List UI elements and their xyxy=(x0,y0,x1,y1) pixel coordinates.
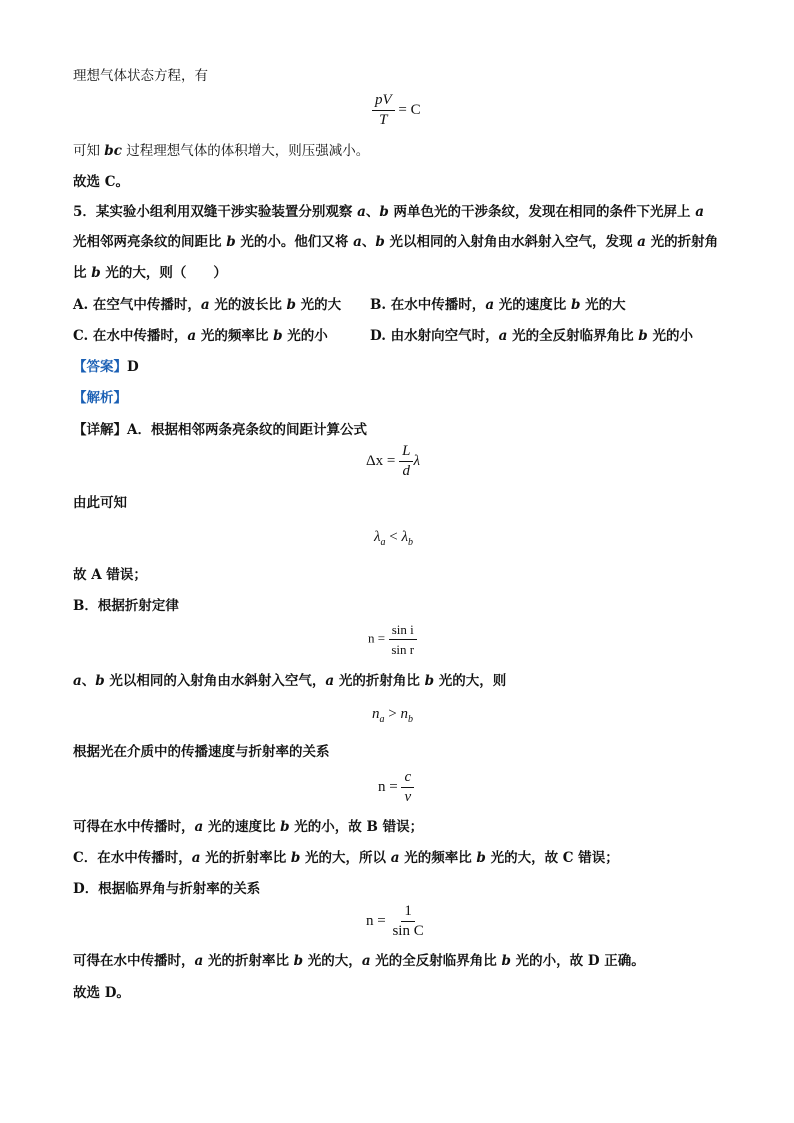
text-span: 可知 xyxy=(73,143,105,159)
text-span: 光的全反射临界角比 xyxy=(507,328,639,344)
text-span: C. 在水中传播时， xyxy=(73,328,188,344)
text-span: 光的小 xyxy=(282,328,328,344)
text-span: 【解析】 xyxy=(73,390,127,406)
formula-index-compare xyxy=(372,706,413,725)
analysis-tag xyxy=(73,389,127,407)
text-span: b xyxy=(95,673,105,689)
text-span: n = xyxy=(366,912,386,929)
text-span: 光的速度比 xyxy=(494,297,571,313)
text-span: b xyxy=(476,850,486,866)
text-span: a xyxy=(194,953,204,969)
text-span: 光的大， xyxy=(303,953,362,969)
text-span: A．根据相邻两条亮条纹的间距计算公式 xyxy=(127,422,367,438)
text-line xyxy=(73,494,127,512)
text-span: 光相邻两亮条纹的间距比 xyxy=(73,234,227,250)
text-span: 过程理想气体的体积增大，则压强减小。 xyxy=(121,143,370,159)
text-span: b xyxy=(638,328,648,344)
text-span: A. 在空气中传播时， xyxy=(73,297,201,313)
text-line xyxy=(73,952,645,970)
text-span: b xyxy=(407,714,413,725)
text-span: 比 xyxy=(73,265,92,281)
text-span: 、 xyxy=(361,234,376,250)
text-span: a xyxy=(637,234,646,250)
text-span: 故选 C。 xyxy=(73,174,129,190)
formula-critical-angle xyxy=(366,903,427,940)
text-span: D．根据临界角与折射率的关系 xyxy=(73,881,261,897)
text-span: 、 xyxy=(365,204,380,220)
text-span: sin i xyxy=(389,621,417,640)
text-span: a xyxy=(380,537,386,548)
text-span: 由此可知 xyxy=(73,495,127,511)
option-b xyxy=(370,296,626,314)
text-span: n = xyxy=(368,630,386,646)
text-span: 光的大 xyxy=(580,297,626,313)
text-span: T xyxy=(379,112,388,128)
text-span: 理想气体状态方程，有 xyxy=(73,68,208,84)
question-5-line-2 xyxy=(73,233,718,251)
text-line xyxy=(73,566,147,584)
text-span: a xyxy=(353,234,362,250)
text-span: Δx = xyxy=(366,452,396,469)
text-span: 故选 D。 xyxy=(73,985,130,1001)
text-span: 光的小。他们又将 xyxy=(235,234,354,250)
text-span: 两单色光的干涉条纹，发现在相同的条件下光屏上 xyxy=(388,204,696,220)
text-span: bc xyxy=(104,143,122,159)
text-span: 可得在水中传播时， xyxy=(73,819,195,835)
formula-speed xyxy=(378,769,414,806)
text-span: 光的小 xyxy=(647,328,693,344)
text-span: 1 xyxy=(401,903,415,922)
text-span: b xyxy=(375,234,385,250)
text-span: a xyxy=(194,819,204,835)
text-span: n xyxy=(400,706,408,722)
text-span: a xyxy=(73,673,82,689)
text-span: a xyxy=(485,297,495,313)
text-span: a xyxy=(390,850,400,866)
text-span: b xyxy=(91,265,101,281)
text-span: 、 xyxy=(81,673,96,689)
text-line xyxy=(73,142,369,160)
formula-fringe-spacing xyxy=(366,443,420,480)
text-span: D. 由水射向空气时， xyxy=(370,328,499,344)
question-5-line-1 xyxy=(73,203,704,221)
option-a xyxy=(73,296,341,314)
text-span: a xyxy=(187,328,197,344)
text-span: b xyxy=(570,297,581,313)
text-span: a xyxy=(695,204,704,220)
text-span: a xyxy=(325,673,335,689)
text-line xyxy=(73,67,208,85)
text-span: pV xyxy=(372,92,395,111)
text-span: a xyxy=(361,953,371,969)
text-span: 5．某实验小组利用双缝干涉实验装置分别观察 xyxy=(73,204,358,220)
text-span: 光的折射角 xyxy=(645,234,719,250)
text-span: b xyxy=(407,537,413,548)
text-line xyxy=(73,849,619,867)
text-span: 光以相同的入射角由水斜射入空气， xyxy=(104,673,326,689)
text-span: b xyxy=(226,234,236,250)
text-span: b xyxy=(290,850,301,866)
text-span: b xyxy=(379,204,389,220)
text-span: 光的频率比 xyxy=(399,850,477,866)
text-span: b xyxy=(286,297,296,313)
formula-ideal-gas xyxy=(372,92,421,129)
text-span: 可得在水中传播时， xyxy=(73,953,195,969)
text-span: B．根据折射定律 xyxy=(73,598,179,614)
text-span: v xyxy=(404,789,412,805)
text-line xyxy=(73,173,129,191)
text-span: 光的大 xyxy=(295,297,342,313)
text-span: a xyxy=(498,328,508,344)
text-line xyxy=(73,743,330,761)
text-span: 光的波长比 xyxy=(209,297,287,313)
text-span: 故 A 错误； xyxy=(73,567,147,583)
text-span: n = xyxy=(378,778,398,795)
text-line xyxy=(73,880,260,898)
text-span: λ xyxy=(401,529,408,545)
formula-wavelength-compare xyxy=(374,529,413,548)
text-span: 光的大，则 xyxy=(434,673,507,689)
text-line xyxy=(73,984,130,1002)
text-span: 光的折射率比 xyxy=(203,953,294,969)
text-span: 光的大，所以 xyxy=(300,850,391,866)
text-span: > xyxy=(384,706,401,722)
text-span: n xyxy=(372,706,380,722)
text-span: 根据光在介质中的传播速度与折射率的关系 xyxy=(73,744,330,760)
option-d xyxy=(370,327,693,345)
text-line xyxy=(73,597,179,615)
answer-value: D xyxy=(127,359,139,375)
text-span: λ xyxy=(413,452,420,469)
text-span: B. 在水中传播时， xyxy=(370,297,486,313)
text-span: b xyxy=(501,953,511,969)
text-span: C．在水中传播时， xyxy=(73,850,192,866)
text-span: 光的小，故 D 正确。 xyxy=(510,953,645,969)
text-span: b xyxy=(293,953,304,969)
answer-line xyxy=(73,358,139,376)
text-span: 光的小，故 B 错误； xyxy=(289,819,424,835)
text-span: 光的折射率比 xyxy=(200,850,291,866)
question-5-line-3 xyxy=(73,264,227,282)
option-c xyxy=(73,327,328,345)
text-span: sin C xyxy=(392,923,424,939)
text-span: 光的全反射临界角比 xyxy=(370,953,502,969)
text-span: a xyxy=(379,714,385,725)
text-span: 光的折射角比 xyxy=(334,673,425,689)
text-span: b xyxy=(273,328,283,344)
text-span: b xyxy=(424,673,435,689)
answer-tag: 【答案】 xyxy=(73,359,127,375)
text-span: L xyxy=(399,443,413,462)
text-line xyxy=(73,672,506,690)
text-span: 光的频率比 xyxy=(196,328,274,344)
detail-line xyxy=(73,421,367,439)
text-span: 光的速度比 xyxy=(203,819,281,835)
formula-snell xyxy=(368,621,417,658)
text-span: 【详解】 xyxy=(73,422,127,438)
text-span: = C xyxy=(398,101,421,118)
text-span: 光的大，则（ ） xyxy=(100,265,227,281)
text-span: 光的大，故 C 错误； xyxy=(485,850,619,866)
text-span: a xyxy=(191,850,201,866)
text-span: c xyxy=(401,769,414,788)
text-span: b xyxy=(280,819,290,835)
text-span: sin r xyxy=(391,642,415,657)
text-span: < xyxy=(385,529,402,545)
text-line xyxy=(73,818,423,836)
text-span: d xyxy=(402,463,411,479)
text-span: λ xyxy=(374,529,381,545)
text-span: 光以相同的入射角由水斜射入空气，发现 xyxy=(384,234,638,250)
text-span: a xyxy=(357,204,366,220)
text-span: a xyxy=(200,297,210,313)
